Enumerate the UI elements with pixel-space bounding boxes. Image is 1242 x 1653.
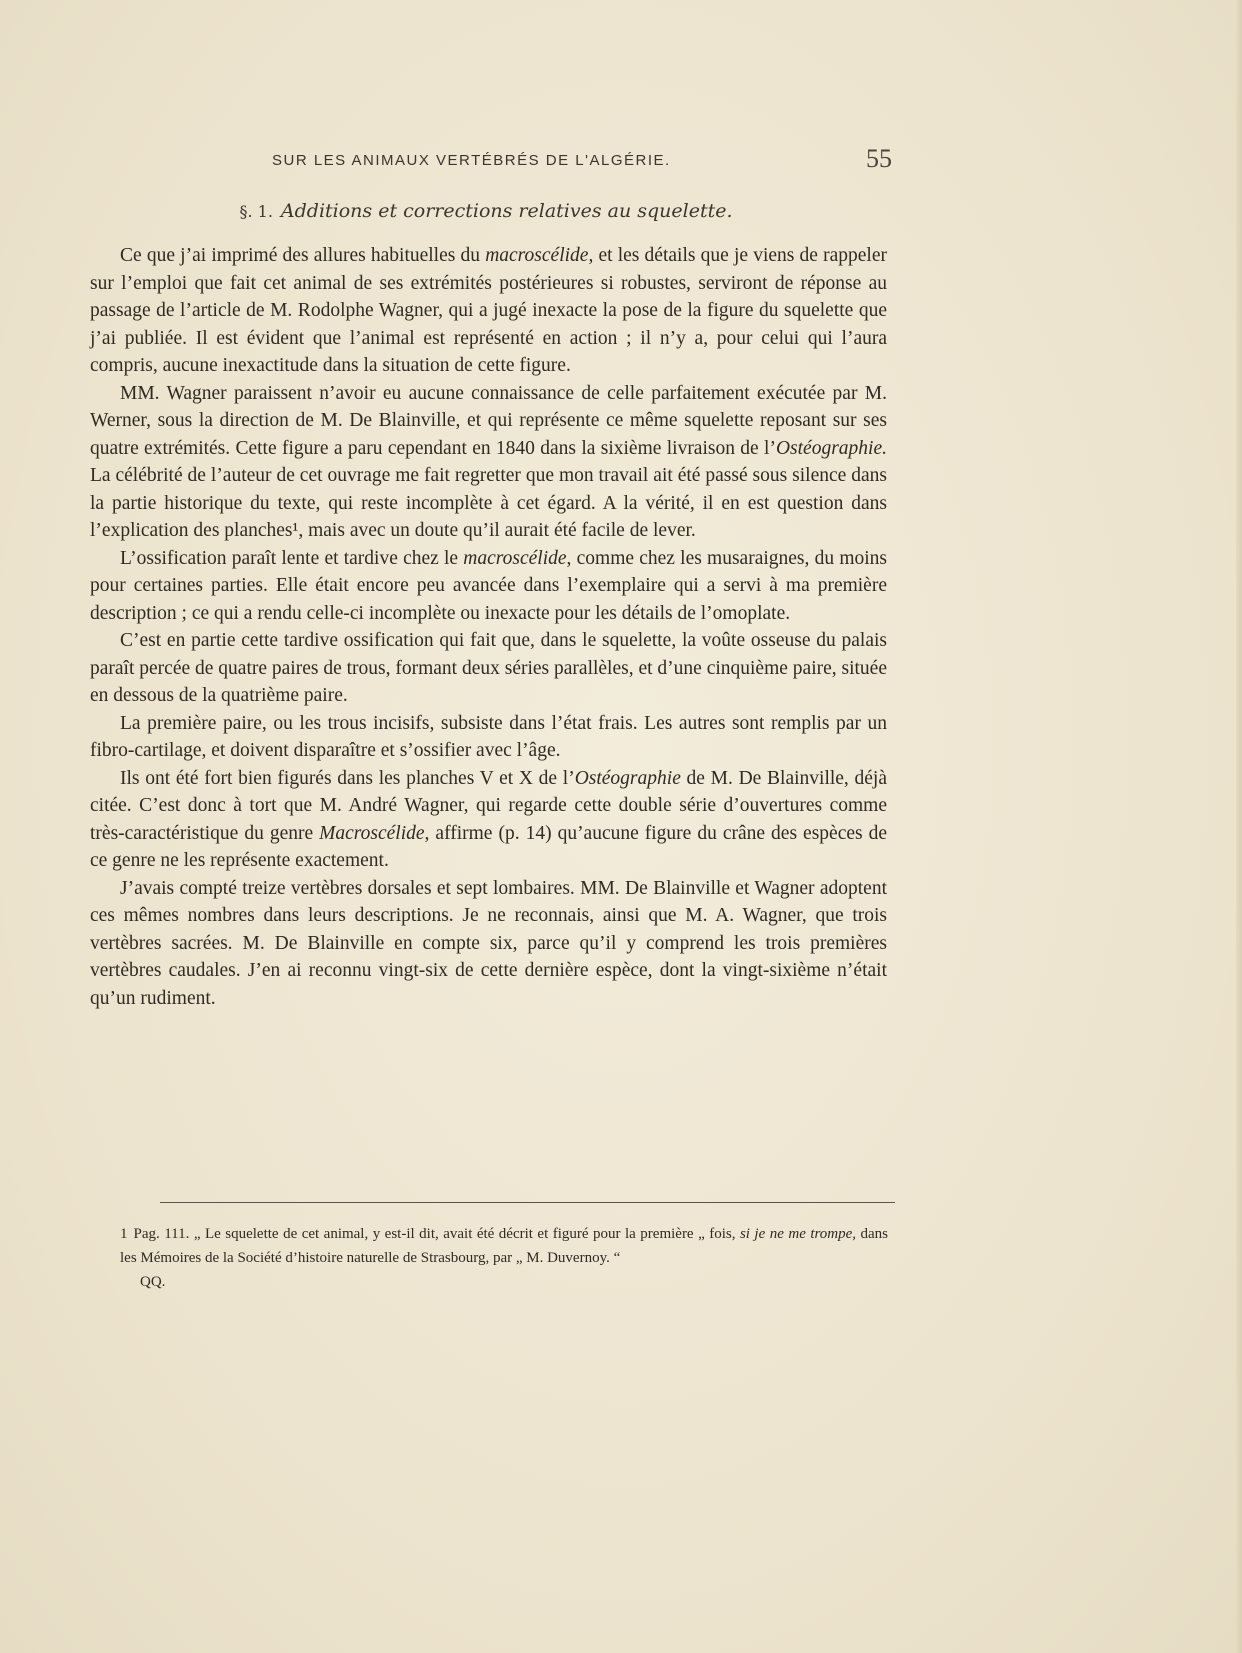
italic-term: Ostéographie. <box>775 437 887 459</box>
italic-term: macroscélide <box>485 245 589 266</box>
text-run: Ils ont été fort bien figurés dans les planches V et X de l’ <box>120 767 575 789</box>
footnote <box>120 1222 888 1294</box>
section-marker: §. 1. <box>239 202 273 221</box>
text-run: C’est en partie cette tardive ossification qui fait que, dans le squelette, la voûte osseuse du palais paraît percée de quatre paires de trous, formant deux séries parallèles, et d’une cinquième paire, située en dessous de la quatrième paire. <box>90 630 887 706</box>
paragraph <box>90 380 887 545</box>
text-run: , affirme (p. 14) qu’aucune figure du crâne des espèces de ce genre ne les représente exactement. <box>90 822 887 871</box>
footnote-number: 1 <box>120 1226 128 1242</box>
paragraph <box>90 627 887 710</box>
italic-term: si je ne me trompe, <box>739 1226 857 1242</box>
paragraph <box>90 875 887 1013</box>
signature-mark: QQ. <box>140 1274 166 1290</box>
page-header <box>272 144 892 178</box>
paragraph <box>90 710 887 765</box>
text-run: MM. Wagner paraissent n’avoir eu aucune connaissance de celle parfaitement exécutée par M. Werner, sous la direction de M. De Blainville, et qui représente ce même squelette reposant sur ses quatre extrémités. Cette figure a paru cependant en 1840 dans la sixième livraison de l’ <box>90 382 887 459</box>
section-title: Additions et corrections relatives au squelette. <box>280 200 733 222</box>
running-title: SUR LES ANIMAUX VERTÉBRÉS DE L'ALGÉRIE. <box>272 152 671 169</box>
text-run: dans les Mémoires de la Société d’histoire naturelle de Strasbourg, par „ M. Duvernoy. “ <box>120 1226 888 1266</box>
text-run: La célébrité de l’auteur de cet ouvrage me fait regretter que mon travail ait été passé sous silence dans la partie historique du texte, qui reste incomplète à cet égard. A la vérité, il en est question dans l’explication des planches¹, mais avec un doute qu’il aurait été facile de lever. <box>90 465 887 541</box>
page-number: 55 <box>866 144 892 173</box>
footnote-text <box>120 1222 888 1270</box>
text-run: , comme chez les musaraignes, du moins pour certaines parties. Elle était encore peu avancée dans l’exemplaire qui a servi à ma première description ; ce qui a rendu celle-ci incomplète ou inexacte pour les détails de l’omoplate. <box>90 547 887 624</box>
text-run: Pag. 111. „ Le squelette de cet animal, y est-il dit, avait été décrit et figuré pour la première „ fois, <box>133 1226 740 1242</box>
text-run: J’avais compté treize vertèbres dorsales et sept lombaires. MM. De Blainville et Wagner adoptent ces mêmes nombres dans leurs descriptions. Je ne reconnais, ainsi que M. A. Wagner, que trois vertèbres sacrées. M. De Blainville en compte six, parce qu’il y comprend les trois premières vertèbres caudales. J’en ai reconnu vingt-six de cette dernière espèce, dont la vingt-sixième n’était qu’un rudiment. <box>90 877 887 1009</box>
page-edge <box>1236 0 1242 1653</box>
italic-term: Macroscélide <box>319 822 425 844</box>
paragraph <box>90 242 887 380</box>
text-run: de M. De Blainville, déjà citée. C’est donc à tort que M. André Wagner, qui regarde cette double série d’ouvertures comme très-caractéristique du genre <box>90 767 887 844</box>
text-run: , et les détails que je viens de rappeler sur l’emploi que fait cet animal de ses extrémités postérieures si robustes, serviront de réponse au passage de l’article de M. Rodolphe Wagner, qui a jugé inexacte la pose de la figure du squelette que j’ai publiée. Il est évident que l’animal est représenté en action ; il n’y a, pour celui qui l’aura compris, aucune inexactitude dans la situation de cette figure. <box>90 245 887 376</box>
section-heading <box>90 200 882 222</box>
paragraph <box>90 765 887 875</box>
footnote-rule <box>160 1202 895 1203</box>
text-run: La première paire, ou les trous incisifs, subsiste dans l’état frais. Les autres sont remplis par un fibro-cartilage, et doivent disparaître et s’ossifier avec l’âge. <box>90 712 887 761</box>
text-run: Ce que j’ai imprimé des allures habituelles du <box>120 245 486 266</box>
paragraph <box>90 545 887 628</box>
italic-term: macroscélide <box>463 547 567 569</box>
body-text <box>90 242 887 1012</box>
text-run: L’ossification paraît lente et tardive chez le <box>120 547 464 569</box>
italic-term: Ostéographie <box>574 767 681 789</box>
